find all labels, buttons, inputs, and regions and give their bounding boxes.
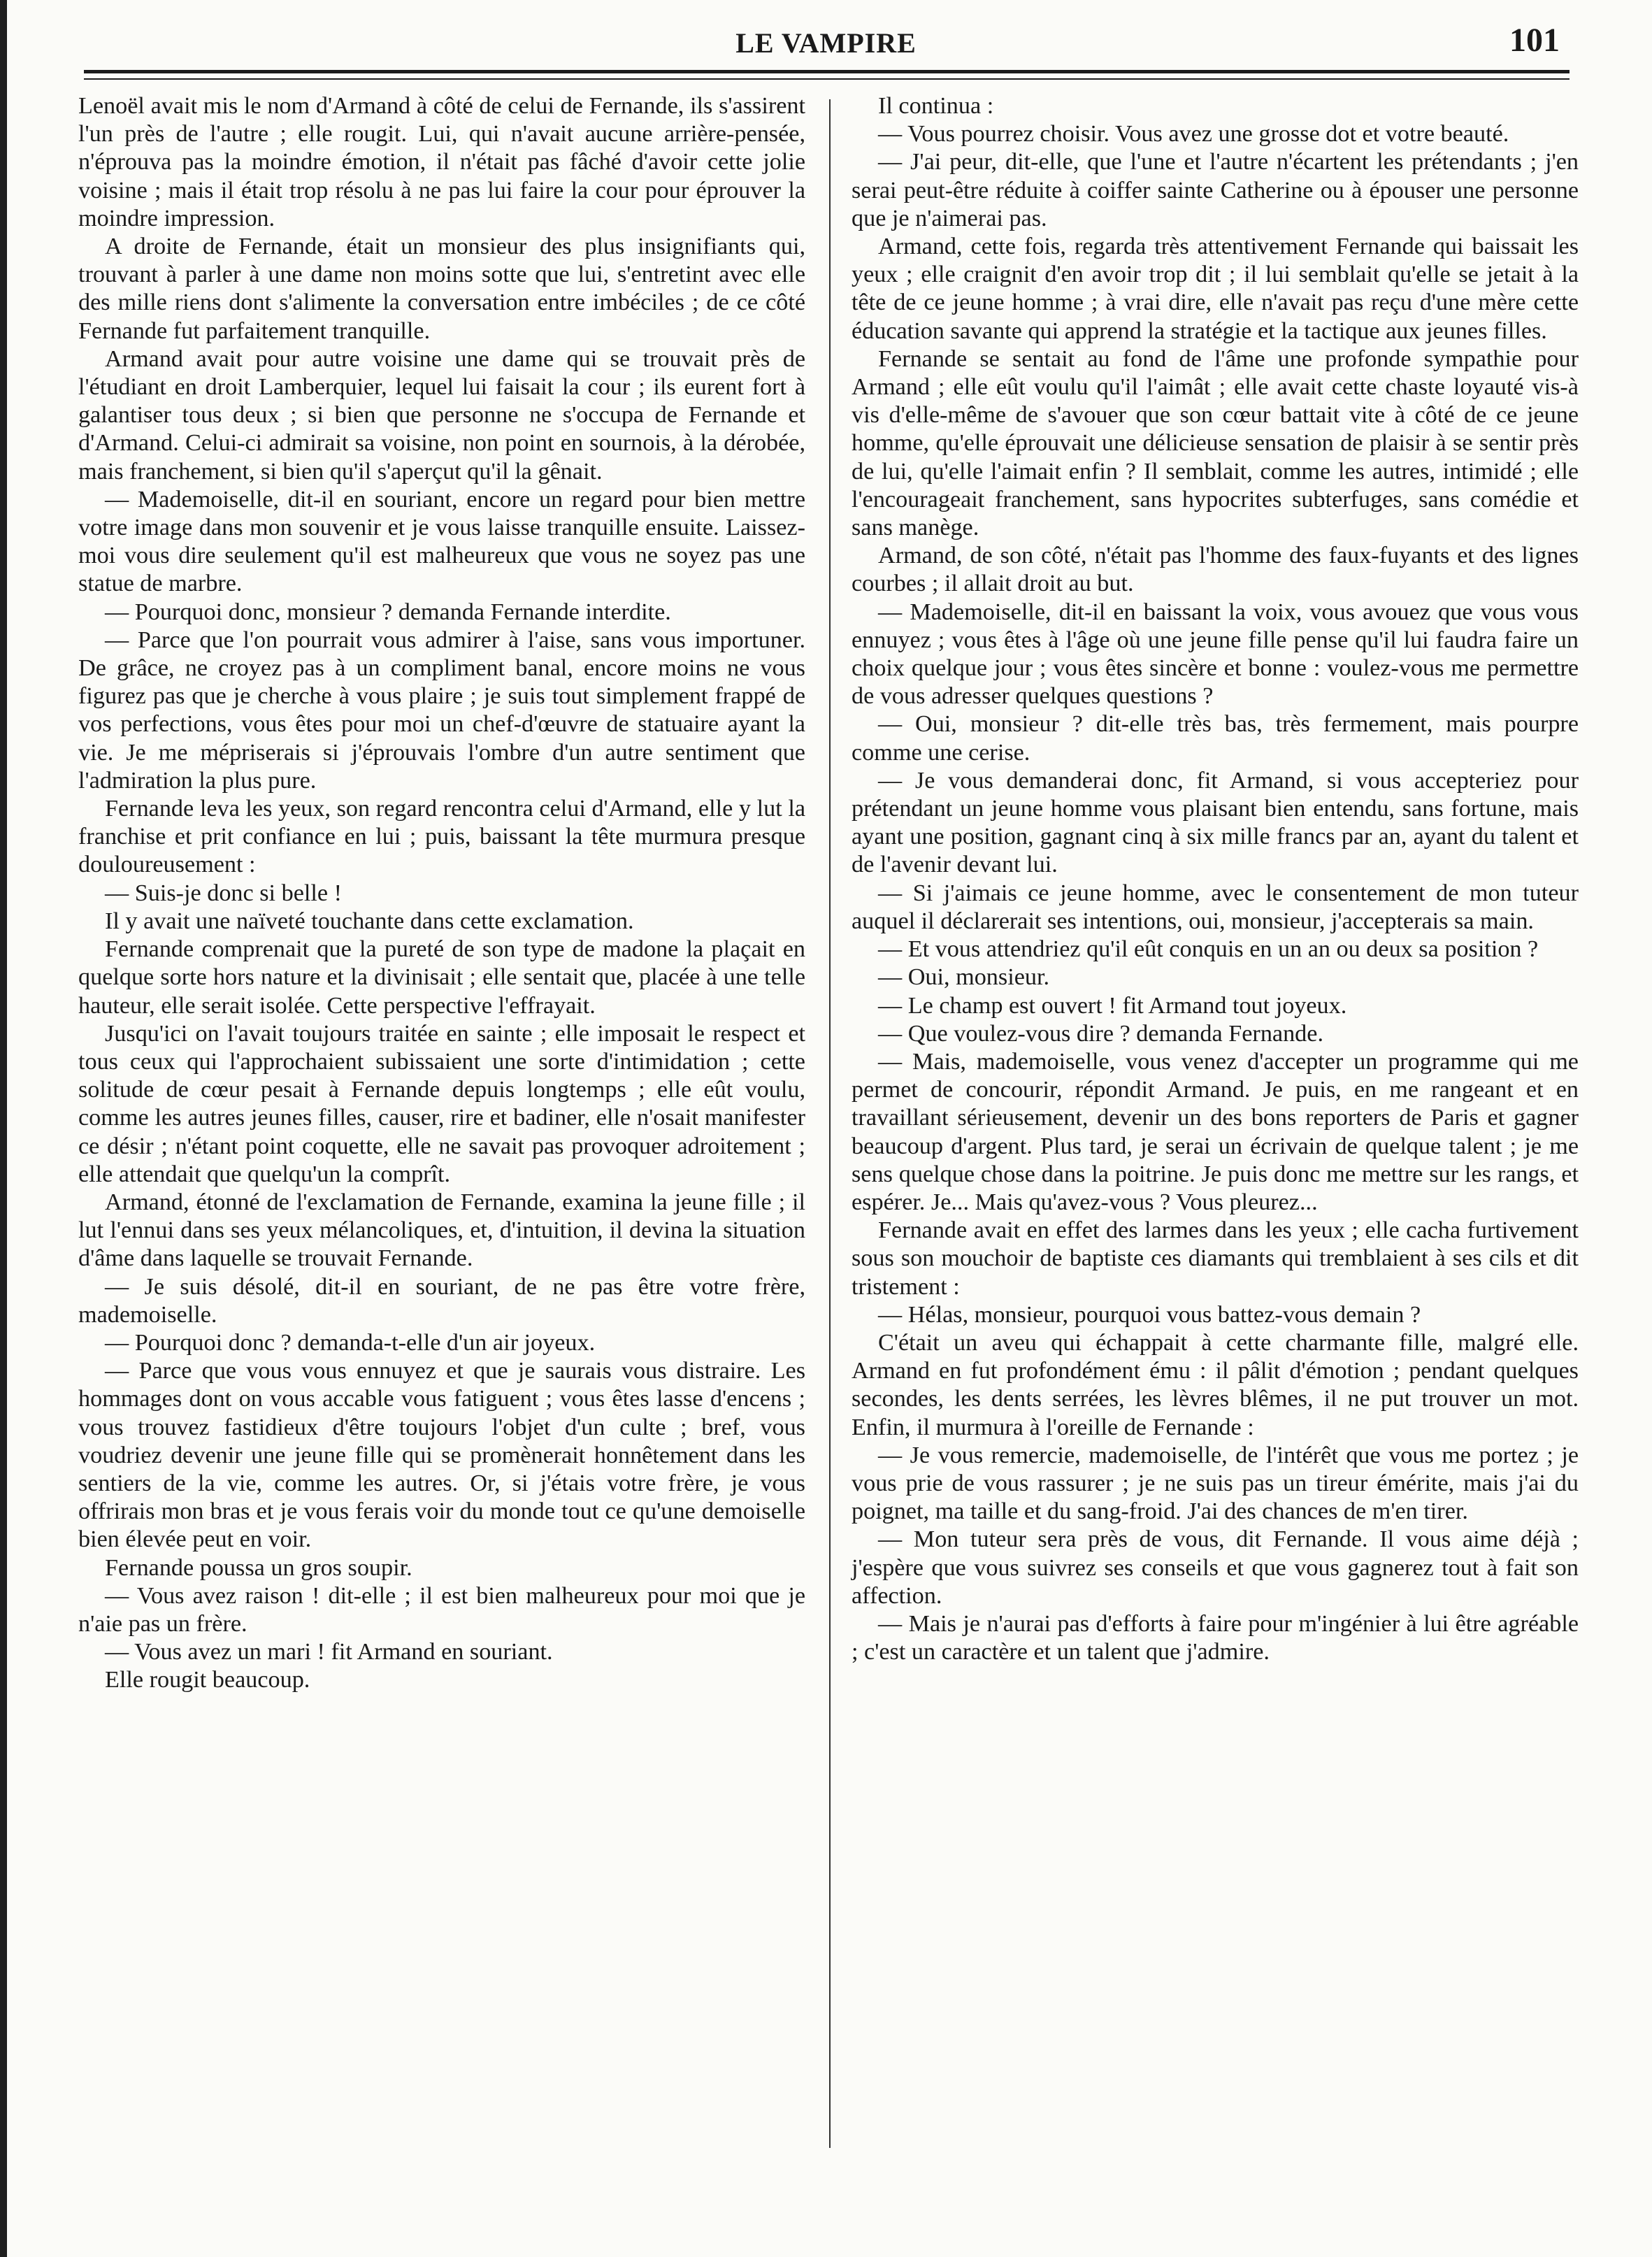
paragraph: Armand, cette fois, regarda très attentivement Fernande qui baissait les yeux ; elle craignit d'en avoir trop dit ; il lui semblait qu'elle se jetait à la tête de ce jeune homme ; à vrai dire, elle n'avait pas reçu d'une mère cette éducation savante qui apprend la stratégie et la tactique aux jeunes filles. [852, 234, 1579, 344]
paragraph: — Le champ est ouvert ! fit Armand tout joyeux. [878, 992, 1347, 1019]
paragraph: Il continua : [878, 93, 994, 119]
paragraph: — Pourquoi donc ? demanda-t-elle d'un air joyeux. [105, 1329, 596, 1356]
paragraph: — J'ai peur, dit-elle, que l'une et l'autre n'écartent les prétendants ; j'en serai peut-être réduite à coiffer sainte Catherine ou à épouser une personne que je n'aimerai pas. [852, 149, 1579, 231]
paragraph: — Oui, monsieur ? dit-elle très bas, très fermement, mais pourpre comme une cerise. [852, 711, 1579, 766]
paragraph: — Oui, monsieur. [878, 964, 1050, 991]
paragraph: A droite de Fernande, était un monsieur des plus insignifiants qui, trouvant à parler à une dame non moins sotte que lui, s'entretint avec elle des mille riens dont s'alimente la conversation entre imbéciles ; de ce côté Fernande fut parfaitement tranquille. [78, 234, 805, 344]
paragraph: — Je vous remercie, mademoiselle, de l'intérêt que vous me portez ; je vous prie de vous rassurer ; je ne suis pas un tireur émérite, mais j'ai du poignet, ma taille et du sang-froid. J'ai des chances de m'en tirer. [852, 1442, 1579, 1525]
paragraph: Jusqu'ici on l'avait toujours traitée en sainte ; elle imposait le respect et tous ceux qui l'approchaient subissaient une sorte d'intimidation ; cette solitude de cœur pesait à Fernande depuis longtemps ; elle eût voulu, comme les autres jeunes filles, causer, rire et badiner, elle n'osait manifester ce désir ; n'étant point coquette, elle ne savait pas provoquer adroitement ; elle attendait que quelqu'un la comprît. [78, 1020, 805, 1187]
paragraph: Fernande avait en effet des larmes dans les yeux ; elle cacha furtivement sous son mouchoir de baptiste ces diamants qui tremblaient à ses cils et dit tristement : [852, 1217, 1579, 1300]
column-divider [829, 99, 831, 2148]
paragraph: Fernande comprenait que la pureté de son type de madone la plaçait en quelque sorte hors nature et la divinisait ; elle sentait que, placée à une telle hauteur, elle serait isolée. Cette perspective l'effrayait. [78, 936, 805, 1019]
paragraph: Armand, étonné de l'exclamation de Fernande, examina la jeune fille ; il lut l'ennui dans ses yeux mélancoliques, et, d'intuition, il devina la situation d'âme dans laquelle se trouvait Fernande. [78, 1189, 805, 1272]
left-column [78, 92, 805, 1695]
paragraph: — Mademoiselle, dit-il en souriant, encore un regard pour bien mettre votre image dans mon souvenir et je vous laisse tranquille ensuite. Laissez-moi vous dire seulement qu'il est malheureux que vous ne soyez pas une statue de marbre. [78, 486, 805, 597]
paragraph: Armand, de son côté, n'était pas l'homme des faux-fuyants et des lignes courbes ; il allait droit au but. [852, 543, 1579, 597]
paragraph: — Suis-je donc si belle ! [105, 880, 342, 906]
paragraph: — Mon tuteur sera près de vous, dit Fernande. Il vous aime déjà ; j'espère que vous suivrez ses conseils et que vous gagnerez tout à fait son affection. [852, 1526, 1579, 1609]
scan-edge [0, 0, 7, 2257]
header-rule-thick [84, 70, 1570, 73]
paragraph: — Parce que l'on pourrait vous admirer à l'aise, sans vous importuner. De grâce, ne croyez pas à un compliment banal, encore moins ne vous figurez pas que je cherche à vous plaire ; je suis tout simplement frappé de vos perfections, vous êtes pour moi un chef-d'œuvre de statuaire ayant la vie. Je me mépriserais si j'éprouvais l'ombre d'un autre sentiment que l'admiration la plus pure. [78, 626, 805, 794]
paragraph: — Mais, mademoiselle, vous venez d'accepter un programme qui me permet de concourir, répondit Armand. Je puis, en me rangeant et en travaillant sérieusement, devenir un des bons reporters de Paris et gagner beaucoup d'argent. Plus tard, je serai un écrivain de quelque talent ; je me sens quelque chose dans la poitrine. Je puis donc me mettre sur les rangs, et espérer. Je... Mais qu'avez-vous ? Vous pleurez... [852, 1048, 1579, 1215]
paragraph: C'était un aveu qui échappait à cette charmante fille, malgré elle. Armand en fut profondément ému : il pâlit d'émotion ; pendant quelques secondes, les dents serrées, les lèvres blêmes, il ne put trouver un mot. Enfin, il murmura à l'oreille de Fernande : [852, 1329, 1579, 1440]
right-column [852, 92, 1579, 1666]
paragraph: — Vous pourrez choisir. Vous avez une grosse dot et votre beauté. [878, 121, 1509, 148]
paragraph: Fernande se sentait au fond de l'âme une profonde sympathie pour Armand ; elle eût voulu qu'il l'aimât ; elle avait cette chaste loyauté vis-à vis d'elle-même de s'avouer que son cœur battait vite à côté de ce jeune homme, qu'elle éprouvait une délicieuse sensation de plaisir à se sentir près de lui, qu'elle l'aimait enfin ? Il semblait, comme les autres, intimidé ; elle l'encourageait franchement, sans hypocrites subterfuges, sans comédie et sans manège. [852, 345, 1579, 541]
paragraph: Elle rougit beaucoup. [105, 1667, 310, 1693]
paragraph: — Hélas, monsieur, pourquoi vous battez-vous demain ? [878, 1301, 1421, 1328]
paragraph: — Vous avez un mari ! fit Armand en souriant. [105, 1639, 553, 1665]
header-rule-thin [84, 78, 1570, 80]
paragraph: — Si j'aimais ce jeune homme, avec le consentement de mon tuteur auquel il déclarerait ses intentions, oui, monsieur, j'accepterais sa main. [852, 880, 1579, 934]
paragraph: — Je vous demanderai donc, fit Armand, si vous accepteriez pour prétendant un jeune homme vous plaisant bien entendu, sans fortune, mais ayant une position, gagnant cinq à six mille francs par an, ayant du talent et de l'avenir devant lui. [852, 767, 1579, 878]
paragraph: — Que voulez-vous dire ? demanda Fernande. [878, 1020, 1323, 1047]
paragraph: — Mademoiselle, dit-il en baissant la voix, vous avouez que vous vous ennuyez ; vous êtes à l'âge où une jeune fille pense qu'il lui faudra faire un choix quelque jour ; vous êtes sincère et bonne : voulez-vous me permettre de vous adresser quelques questions ? [852, 599, 1579, 710]
paragraph: — Et vous attendriez qu'il eût conquis en un an ou deux sa position ? [878, 936, 1539, 963]
running-title: LE VAMPIRE [735, 27, 917, 59]
paragraph: Fernande leva les yeux, son regard rencontra celui d'Armand, elle y lut la franchise et prit confiance en lui ; puis, baissant la tête murmura presque douloureusement : [78, 796, 805, 878]
paragraph: — Parce que vous vous ennuyez et que je saurais vous distraire. Les hommages dont on vous accable vous fatiguent ; vous êtes lasse d'encens ; vous trouvez fastidieux d'être toujours l'objet d'un culte ; bref, vous voudriez devenir une jeune fille qui se promènerait honnêtement dans les sentiers de la vie, comme les autres. Or, si j'étais votre frère, je vous offrirais mon bras et je vous ferais voir du monde tout ce qu'une demoiselle bien élevée peut en voir. [78, 1358, 805, 1553]
paragraph: Lenoël avait mis le nom d'Armand à côté de celui de Fernande, ils s'assirent l'un près de l'autre ; elle rougit. Lui, qui n'avait aucune arrière-pensée, n'éprouva pas la moindre émotion, il n'était pas fâché d'avoir cette jolie voisine ; mais il était trop résolu à ne pas lui faire la cour pour éprouver la moindre impression. [78, 93, 805, 231]
paragraph: — Je suis désolé, dit-il en souriant, de ne pas être votre frère, mademoiselle. [78, 1273, 805, 1328]
paragraph: — Vous avez raison ! dit-elle ; il est bien malheureux pour moi que je n'aie pas un frère. [78, 1582, 805, 1637]
paragraph: Armand avait pour autre voisine une dame qui se trouvait près de l'étudiant en droit Lamberquier, lequel lui faisait la cour ; ils eurent fort à galantiser tous deux ; si bien que personne ne s'occupa de Fernande et d'Armand. Celui-ci admirait sa voisine, non point en sournois, à la dérobée, mais franchement, si bien qu'il s'aperçut qu'il la gênait. [78, 345, 805, 485]
paragraph: Il y avait une naïveté touchante dans cette exclamation. [105, 908, 634, 934]
paragraph: — Mais je n'aurai pas d'efforts à faire pour m'ingénier à lui être agréable ; c'est un caractère et un talent que j'admire. [852, 1610, 1579, 1665]
paragraph: Fernande poussa un gros soupir. [105, 1554, 412, 1581]
paragraph: — Pourquoi donc, monsieur ? demanda Fernande interdite. [105, 599, 671, 625]
page-number: 101 [1509, 22, 1560, 59]
